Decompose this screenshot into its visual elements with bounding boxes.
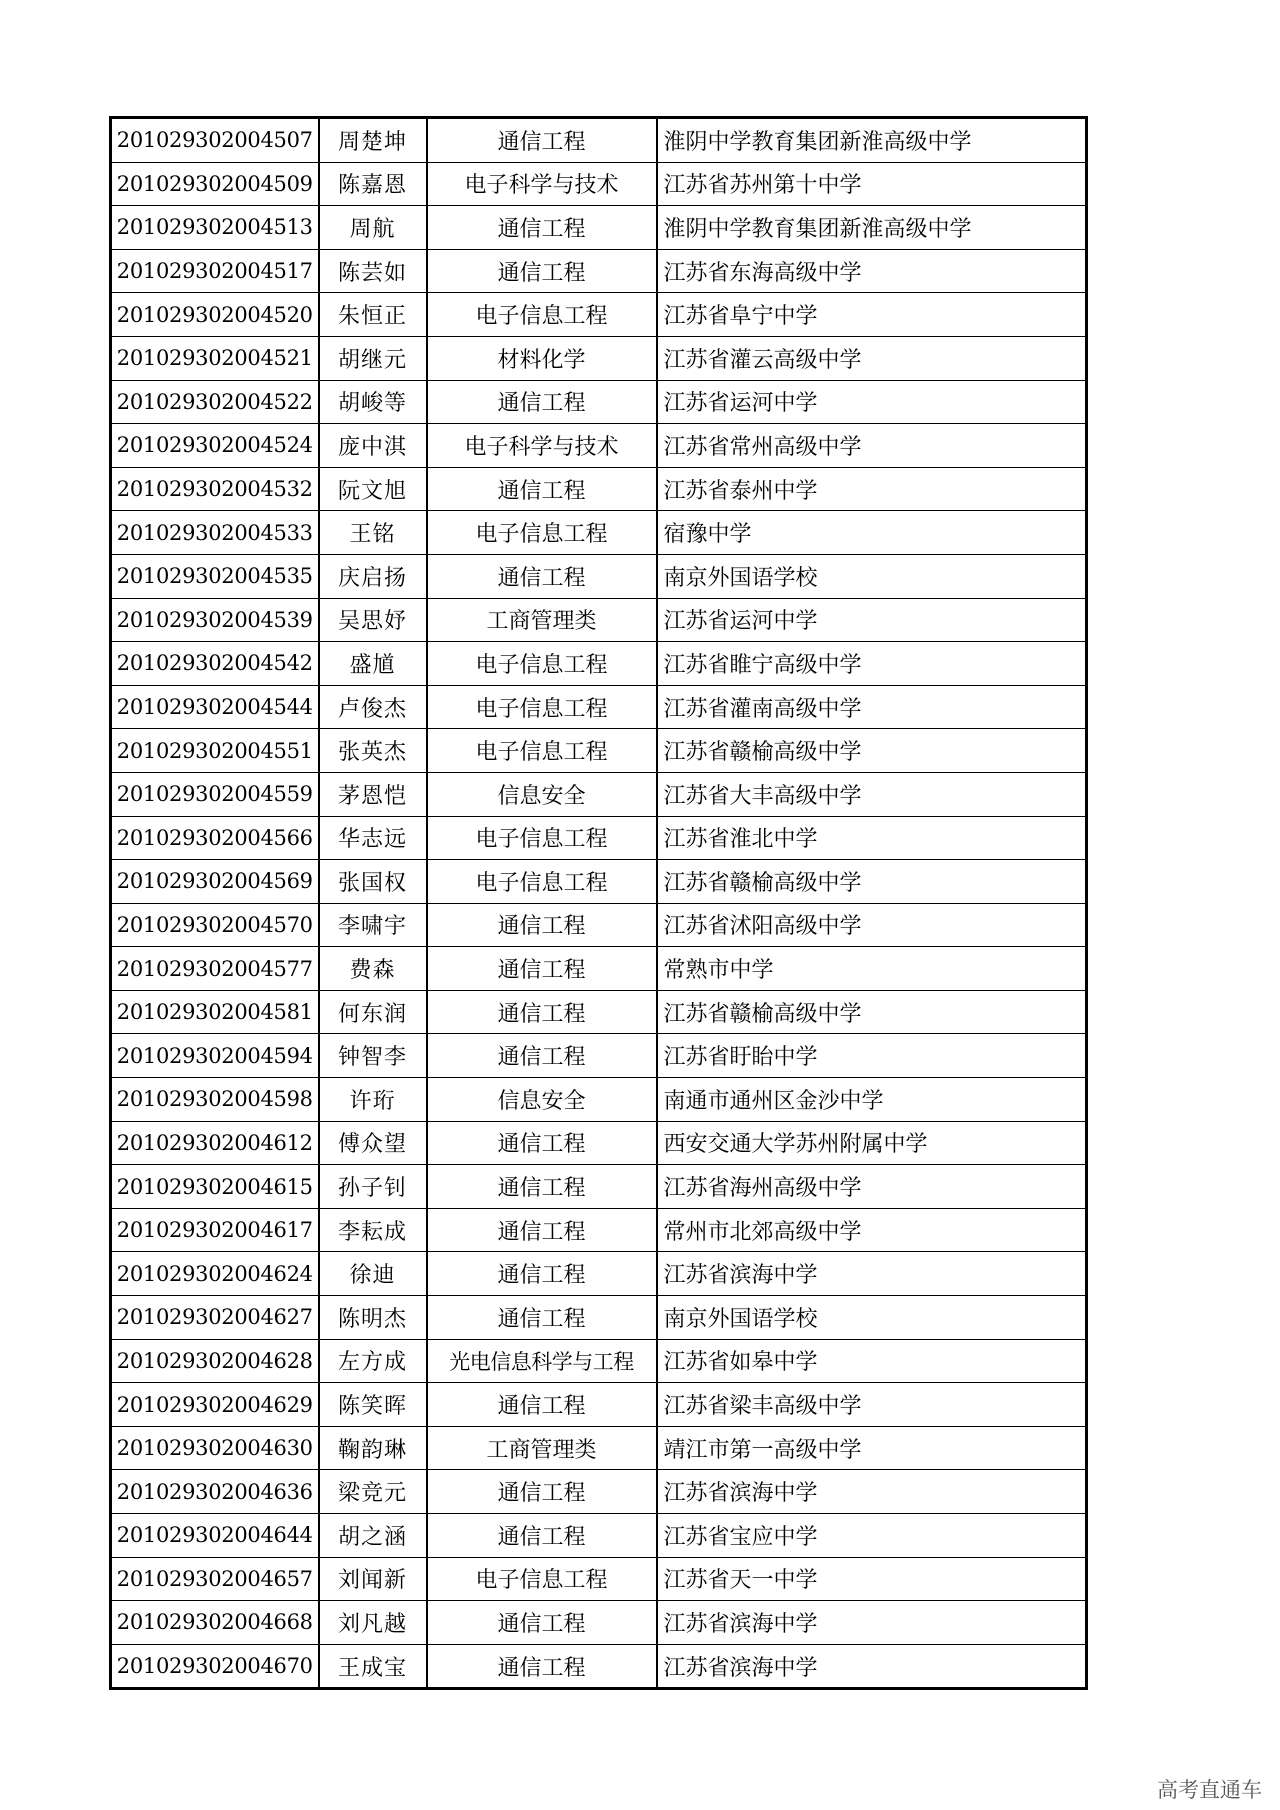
school-cell: 宿豫中学 [657,511,1087,555]
major-cell: 电子信息工程 [427,860,657,904]
table-row [111,162,1087,206]
site-watermark: 高考直通车 [1157,1778,1262,1802]
school-cell: 江苏省滨海中学 [657,1470,1087,1514]
student-name-cell: 陈芸如 [319,249,427,293]
student-id-cell: 201029302004615 [111,1165,319,1209]
school-cell: 江苏省盱眙中学 [657,1034,1087,1078]
student-id-cell: 201029302004524 [111,424,319,468]
major-cell: 通信工程 [427,206,657,250]
major-cell: 电子信息工程 [427,511,657,555]
school-cell: 南京外国语学校 [657,554,1087,598]
table-row [111,1034,1087,1078]
major-cell: 光电信息科学与工程 [427,1339,657,1383]
student-id-cell: 201029302004594 [111,1034,319,1078]
student-id-cell: 201029302004507 [111,118,319,163]
major-cell: 通信工程 [427,1034,657,1078]
student-id-cell: 201029302004598 [111,1078,319,1122]
student-id-cell: 201029302004509 [111,162,319,206]
table-row [111,1165,1087,1209]
school-cell: 江苏省灌云高级中学 [657,336,1087,380]
table-row [111,1601,1087,1645]
student-id-cell: 201029302004628 [111,1339,319,1383]
major-cell: 通信工程 [427,1296,657,1340]
student-id-cell: 201029302004627 [111,1296,319,1340]
student-name-cell: 王铭 [319,511,427,555]
major-cell: 通信工程 [427,947,657,991]
table-row [111,1644,1087,1689]
student-id-cell: 201029302004624 [111,1252,319,1296]
major-cell: 通信工程 [427,990,657,1034]
student-name-cell: 华志远 [319,816,427,860]
table-row [111,1470,1087,1514]
student-id-cell: 201029302004577 [111,947,319,991]
student-name-cell: 费森 [319,947,427,991]
student-name-cell: 许珩 [319,1078,427,1122]
major-cell: 通信工程 [427,1644,657,1689]
school-cell: 常州市北郊高级中学 [657,1208,1087,1252]
major-cell: 材料化学 [427,336,657,380]
student-id-cell: 201029302004644 [111,1514,319,1558]
student-id-cell: 201029302004566 [111,816,319,860]
student-name-cell: 阮文旭 [319,467,427,511]
table-row [111,1339,1087,1383]
student-id-cell: 201029302004612 [111,1121,319,1165]
student-id-cell: 201029302004517 [111,249,319,293]
table-row [111,642,1087,686]
student-name-cell: 鞠韵琳 [319,1426,427,1470]
table-row [111,1514,1087,1558]
student-name-cell: 胡继元 [319,336,427,380]
major-cell: 通信工程 [427,249,657,293]
table-row [111,1252,1087,1296]
student-id-cell: 201029302004532 [111,467,319,511]
school-cell: 江苏省苏州第十中学 [657,162,1087,206]
school-cell: 江苏省淮北中学 [657,816,1087,860]
table-row [111,467,1087,511]
student-name-cell: 李耘成 [319,1208,427,1252]
school-cell: 江苏省沭阳高级中学 [657,903,1087,947]
student-id-cell: 201029302004657 [111,1557,319,1601]
major-cell: 电子信息工程 [427,642,657,686]
major-cell: 通信工程 [427,380,657,424]
major-cell: 通信工程 [427,1121,657,1165]
student-name-cell: 陈明杰 [319,1296,427,1340]
table-row [111,554,1087,598]
school-cell: 淮阴中学教育集团新淮高级中学 [657,118,1087,163]
student-id-cell: 201029302004559 [111,772,319,816]
student-name-cell: 梁竞元 [319,1470,427,1514]
school-cell: 江苏省如皋中学 [657,1339,1087,1383]
table-row [111,424,1087,468]
major-cell: 通信工程 [427,467,657,511]
school-cell: 江苏省梁丰高级中学 [657,1383,1087,1427]
major-cell: 信息安全 [427,772,657,816]
student-name-cell: 周楚坤 [319,118,427,163]
student-id-cell: 201029302004581 [111,990,319,1034]
major-cell: 通信工程 [427,1383,657,1427]
school-cell: 江苏省阜宁中学 [657,293,1087,337]
student-name-cell: 庞中淇 [319,424,427,468]
student-id-cell: 201029302004551 [111,729,319,773]
major-cell: 信息安全 [427,1078,657,1122]
major-cell: 通信工程 [427,118,657,163]
student-name-cell: 徐迪 [319,1252,427,1296]
table-row [111,336,1087,380]
school-cell: 江苏省东海高级中学 [657,249,1087,293]
student-id-cell: 201029302004521 [111,336,319,380]
school-cell: 南京外国语学校 [657,1296,1087,1340]
table-row [111,729,1087,773]
table-row [111,990,1087,1034]
student-name-cell: 胡之涵 [319,1514,427,1558]
school-cell: 江苏省运河中学 [657,598,1087,642]
table-row [111,1383,1087,1427]
school-cell: 江苏省滨海中学 [657,1252,1087,1296]
student-name-cell: 胡峻等 [319,380,427,424]
admission-list-table [109,116,1088,1690]
student-name-cell: 茅恩恺 [319,772,427,816]
table-body [111,118,1087,1689]
table-row [111,293,1087,337]
major-cell: 通信工程 [427,1470,657,1514]
school-cell: 江苏省海州高级中学 [657,1165,1087,1209]
student-id-cell: 201029302004533 [111,511,319,555]
student-id-cell: 201029302004539 [111,598,319,642]
student-name-cell: 李啸宇 [319,903,427,947]
student-name-cell: 张英杰 [319,729,427,773]
student-name-cell: 左方成 [319,1339,427,1383]
school-cell: 靖江市第一高级中学 [657,1426,1087,1470]
student-id-cell: 201029302004570 [111,903,319,947]
table-row [111,1121,1087,1165]
student-name-cell: 朱恒正 [319,293,427,337]
table-row [111,816,1087,860]
student-id-cell: 201029302004629 [111,1383,319,1427]
school-cell: 江苏省宝应中学 [657,1514,1087,1558]
student-name-cell: 孙子钊 [319,1165,427,1209]
table-row [111,1208,1087,1252]
student-name-cell: 陈笑晖 [319,1383,427,1427]
school-cell: 江苏省大丰高级中学 [657,772,1087,816]
student-id-cell: 201029302004569 [111,860,319,904]
table-row [111,903,1087,947]
student-name-cell: 傅众望 [319,1121,427,1165]
student-name-cell: 庆启扬 [319,554,427,598]
table-row [111,772,1087,816]
school-cell: 江苏省泰州中学 [657,467,1087,511]
student-id-cell: 201029302004542 [111,642,319,686]
table-row [111,206,1087,250]
school-cell: 江苏省运河中学 [657,380,1087,424]
student-name-cell: 刘凡越 [319,1601,427,1645]
student-name-cell: 张国权 [319,860,427,904]
major-cell: 工商管理类 [427,1426,657,1470]
school-cell: 江苏省睢宁高级中学 [657,642,1087,686]
school-cell: 西安交通大学苏州附属中学 [657,1121,1087,1165]
table-row [111,947,1087,991]
student-name-cell: 盛馗 [319,642,427,686]
major-cell: 电子信息工程 [427,1557,657,1601]
student-id-cell: 201029302004544 [111,685,319,729]
major-cell: 通信工程 [427,1165,657,1209]
student-id-cell: 201029302004513 [111,206,319,250]
school-cell: 江苏省滨海中学 [657,1601,1087,1645]
major-cell: 通信工程 [427,1208,657,1252]
major-cell: 工商管理类 [427,598,657,642]
school-cell: 江苏省天一中学 [657,1557,1087,1601]
school-cell: 江苏省灌南高级中学 [657,685,1087,729]
table-row [111,249,1087,293]
table-row [111,598,1087,642]
major-cell: 电子信息工程 [427,293,657,337]
school-cell: 江苏省赣榆高级中学 [657,860,1087,904]
table-row [111,380,1087,424]
student-name-cell: 何东润 [319,990,427,1034]
major-cell: 通信工程 [427,903,657,947]
major-cell: 电子科学与技术 [427,162,657,206]
student-name-cell: 王成宝 [319,1644,427,1689]
table-row [111,860,1087,904]
student-name-cell: 卢俊杰 [319,685,427,729]
student-name-cell: 陈嘉恩 [319,162,427,206]
student-name-cell: 吴思妤 [319,598,427,642]
table-row [111,511,1087,555]
major-cell: 通信工程 [427,554,657,598]
major-cell: 通信工程 [427,1252,657,1296]
student-id-cell: 201029302004668 [111,1601,319,1645]
student-name-cell: 钟智李 [319,1034,427,1078]
major-cell: 通信工程 [427,1514,657,1558]
school-cell: 江苏省赣榆高级中学 [657,729,1087,773]
school-cell: 江苏省赣榆高级中学 [657,990,1087,1034]
student-id-cell: 201029302004522 [111,380,319,424]
table-row [111,1557,1087,1601]
major-cell: 电子信息工程 [427,816,657,860]
student-name-cell: 周航 [319,206,427,250]
school-cell: 江苏省常州高级中学 [657,424,1087,468]
table-row [111,118,1087,163]
school-cell: 南通市通州区金沙中学 [657,1078,1087,1122]
table-row [111,685,1087,729]
major-cell: 电子科学与技术 [427,424,657,468]
major-cell: 电子信息工程 [427,729,657,773]
student-id-cell: 201029302004636 [111,1470,319,1514]
student-id-cell: 201029302004520 [111,293,319,337]
table-row [111,1426,1087,1470]
school-cell: 江苏省滨海中学 [657,1644,1087,1689]
table-row [111,1296,1087,1340]
student-id-cell: 201029302004670 [111,1644,319,1689]
school-cell: 淮阴中学教育集团新淮高级中学 [657,206,1087,250]
major-cell: 电子信息工程 [427,685,657,729]
student-id-cell: 201029302004535 [111,554,319,598]
student-name-cell: 刘闻新 [319,1557,427,1601]
table-row [111,1078,1087,1122]
student-id-cell: 201029302004630 [111,1426,319,1470]
major-cell: 通信工程 [427,1601,657,1645]
student-id-cell: 201029302004617 [111,1208,319,1252]
school-cell: 常熟市中学 [657,947,1087,991]
